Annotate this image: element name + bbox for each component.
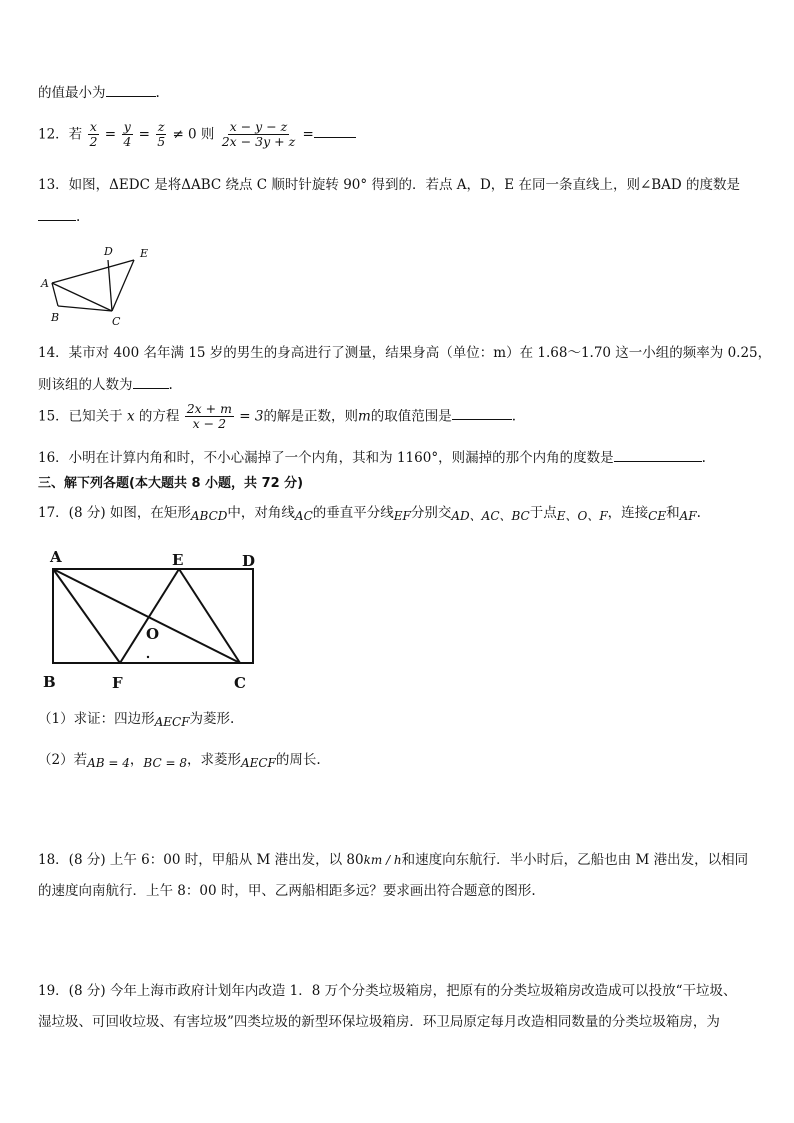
section-3-title: 三、解下列各题(本大题共 8 小题，共 72 分): [38, 476, 304, 491]
answer-blank: [133, 376, 169, 389]
label-d: D: [104, 245, 113, 258]
q19-line1: 19．(8 分) 今年上海市政府计划年内改造 1．8 万个分类垃圾箱房，把原有的分类垃圾箱房改造成可以投放“干垃圾、: [38, 983, 737, 999]
label-e: E: [172, 551, 184, 569]
q11-tail: 的值最小为 .: [38, 85, 160, 101]
q13-line1: 13．如图，ΔEDC 是将ΔABC 绕点 C 顺时针旋转 90° 得到的．若点 A，D，E 在同一条直线上，则∠BAD 的度数是: [38, 177, 741, 193]
label-c: C: [234, 674, 246, 692]
q17-part1: （1）求证：四边形AECF为菱形.: [38, 711, 235, 729]
figure-17-rectangle: [40, 542, 270, 694]
q19-line2: 湿垃圾、可回收垃圾、有害垃圾”四类垃圾的新型环保垃圾箱房．环卫局原定每月改造相同数量的分类垃圾箱房，为: [38, 1014, 720, 1030]
label-a: A: [41, 277, 49, 290]
answer-blank: [314, 125, 356, 138]
segment-ab: [52, 283, 58, 306]
q12: 12．若 $\frac{x}{2}$ = $\frac{y}{4}$ = $\frac{z}{5}$ ≠ 0 则 $\frac{x - y - z}{2x - 3y + z}$ =: [38, 120, 356, 150]
segment-ec: [179, 569, 240, 663]
q16: 16．小明在计算内角和时，不小心漏掉了一个内角，其和为 1160°，则漏掉的那个内角的度数是 .: [38, 450, 706, 466]
label-f: F: [112, 674, 123, 692]
label-b: B: [51, 311, 60, 324]
label-c: C: [112, 315, 121, 328]
answer-blank: [614, 449, 702, 462]
q18-line2: 的速度向南航行．上午 8：00 时，甲、乙两船相距多远？要求画出符合题意的图形.: [38, 883, 536, 899]
label-a: A: [50, 548, 62, 566]
figure-13-triangles: [34, 240, 164, 332]
answer-blank: [106, 84, 156, 97]
q17-stem: 17．(8 分) 如图，在矩形ABCD中，对角线AC的垂直平分线EF分别交AD、AC、BC于点E、O、F，连接CE和AF.: [38, 505, 701, 523]
fraction-z-5: $\frac{z}{5}$: [157, 119, 166, 150]
stray-dot: [147, 656, 149, 658]
segment-dc: [108, 260, 112, 311]
fraction-equation: $\frac{2x + m}{x - 2}$: [186, 401, 232, 432]
q17-part2: （2）若AB = 4，BC = 8，求菱形AECF的周长.: [38, 752, 321, 770]
answer-blank: [38, 208, 76, 221]
q14-line2: 则该组的人数为 .: [38, 377, 173, 393]
fraction-y-4: $\frac{y}{4}$: [123, 119, 132, 150]
segment-fe: [120, 569, 179, 663]
fraction-expression: $\frac{x - y - z}{2x - 3y + z}$: [221, 119, 296, 150]
segment-ae: [52, 260, 134, 283]
q13-line2: .: [38, 208, 80, 225]
label-d: D: [242, 552, 256, 570]
segment-af: [53, 569, 120, 663]
label-b: B: [43, 673, 56, 691]
label-o: O: [146, 625, 160, 643]
label-e: E: [140, 247, 149, 260]
answer-blank: [452, 407, 512, 420]
fraction-x-2: $\frac{x}{2}$: [89, 119, 98, 150]
q14-line1: 14．某市对 400 名年满 15 岁的男生的身高进行了测量，结果身高（单位：m）在 1.68～1.70 这一小组的频率为 0.25，: [38, 345, 772, 361]
q18-line1: 18．(8 分) 上午 6：00 时，甲船从 M 港出发，以 80km / h和速度向东航行．半小时后，乙船也由 M 港出发，以相同: [38, 852, 749, 868]
diagonal-ac: [53, 569, 240, 663]
segment-ec: [112, 260, 134, 311]
q15: 15．已知关于 x 的方程 $\frac{2x + m}{x - 2}$ = 3的解是正数，则m的取值范围是 .: [38, 401, 517, 432]
